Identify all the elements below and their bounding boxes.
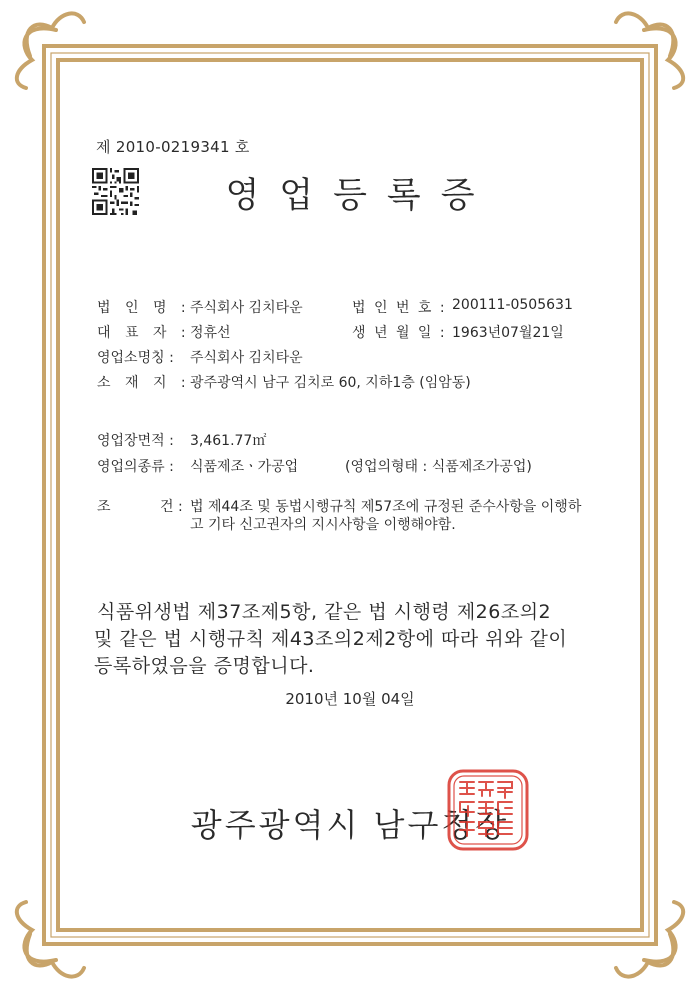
document-title: 영업등록증	[225, 176, 495, 216]
issue-date: 2010년 10월 04일	[285, 690, 415, 708]
representative-label: 대 표 자 :	[97, 325, 191, 341]
address-label: 소 재 지 :	[97, 375, 191, 391]
condition-label-second: 건 :	[160, 499, 183, 515]
registration-number: 제 2010-0219341 호	[96, 138, 250, 156]
condition-line-1: 법 제44조 및 동법시행규칙 제57조에 규정된 준수사항을 이행하	[190, 499, 582, 515]
corp-number-label: 법 인 번 호 :	[352, 300, 447, 316]
condition-label-first: 조	[97, 499, 111, 515]
business-type-label: 영업의종류 :	[97, 459, 174, 475]
business-form-value: (영업의형태 : 식품제조가공업)	[345, 459, 532, 475]
area-value: 3,461.77㎡	[190, 433, 267, 449]
business-type-value: 식품제조ㆍ가공업	[190, 459, 299, 475]
statement-line-2: 및 같은 법 시행규칙 제43조의2제2항에 따라 위와 같이	[94, 628, 568, 650]
business-name-label: 영업소명칭 :	[97, 350, 174, 366]
address-value: 광주광역시 남구 김치로 60, 지하1층 (임암동)	[190, 375, 471, 391]
statement-line-1: 식품위생법 제37조제5항, 같은 법 시행령 제26조의2	[97, 601, 552, 623]
condition-line-2: 고 기타 신고권자의 지시사항을 이행해야함.	[190, 517, 456, 533]
corp-number-value: 200111-0505631	[452, 297, 573, 313]
corp-name-label: 법 인 명 :	[97, 300, 191, 316]
birth-date-value: 1963년07월21일	[452, 325, 564, 341]
corp-name-value: 주식회사 김치타운	[190, 300, 303, 316]
official-seal-icon	[446, 768, 530, 852]
area-label: 영업장면적 :	[97, 433, 174, 449]
statement-line-3: 등록하였음을 증명합니다.	[94, 655, 315, 677]
birth-date-label: 생 년 월 일 :	[352, 325, 447, 341]
issuing-office: 광주광역시 남구청장	[190, 806, 510, 844]
business-name-value: 주식회사 김치타운	[190, 350, 303, 366]
representative-value: 정휴선	[190, 325, 231, 341]
